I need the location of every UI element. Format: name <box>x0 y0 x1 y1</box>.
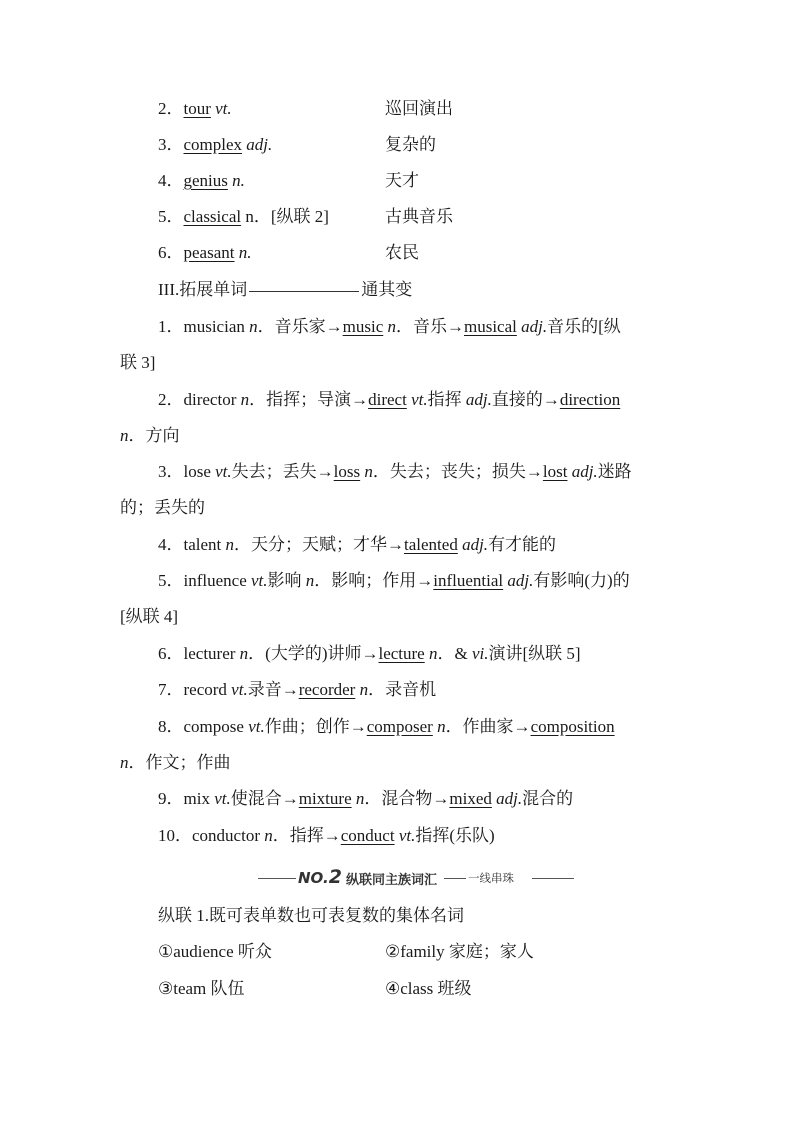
ext-item-continuation: 的；丢失的 <box>120 498 205 517</box>
heading-rule <box>249 291 359 292</box>
vocab-item: 4．genius n. <box>158 171 245 190</box>
ext-item: 10．conductor n．指挥→conduct vt.指挥(乐队) <box>158 826 495 845</box>
vocab-meaning: 农民 <box>385 243 419 262</box>
divider-rule-left <box>258 878 296 879</box>
ext-item: 6．lecturer n．(大学的)讲师→lecture n．& vi.演讲[纵联 5] <box>158 644 581 663</box>
divider-rule-right <box>532 878 574 879</box>
collective-noun-item: ②family 家庭；家人 <box>385 942 534 961</box>
vocab-meaning: 古典音乐 <box>385 207 453 226</box>
zonglian-title: 纵联 1.既可表单数也可表复数的集体名词 <box>158 906 464 925</box>
divider-title: 纵联同主族词汇 <box>346 873 438 888</box>
collective-noun-item: ①audience 听众 <box>158 942 272 961</box>
ext-item-continuation: 联 3] <box>120 353 156 372</box>
vocab-item: 5．classical n．[纵联 2] <box>158 207 329 226</box>
ext-item: 7．record vt.录音→recorder n．录音机 <box>158 680 437 699</box>
section-divider <box>258 868 574 888</box>
ext-item: 4．talent n．天分；天赋；才华→talented adj.有才能的 <box>158 535 557 554</box>
collective-noun-item: ④class 班级 <box>385 979 472 998</box>
divider-subtitle: 一线串珠 <box>468 871 514 885</box>
ext-item: 1．musician n．音乐家→music n．音乐→musical adj.音乐的[纵 <box>158 317 621 336</box>
vocab-item: 2．tour vt. <box>158 99 232 118</box>
vocab-meaning: 复杂的 <box>385 135 436 154</box>
vocab-meaning: 巡回演出 <box>385 99 453 118</box>
ext-item: 2．director n．指挥；导演→direct vt.指挥 adj.直接的→direction <box>158 390 621 409</box>
ext-item-continuation: [纵联 4] <box>120 607 179 626</box>
collective-noun-item: ③team 队伍 <box>158 979 245 998</box>
vocab-item: 3．complex adj. <box>158 135 273 154</box>
vocab-meaning: 天才 <box>385 171 419 190</box>
divider-rule-mid <box>444 878 466 879</box>
ext-item: 8．compose vt.作曲；创作→composer n．作曲家→composition <box>158 717 615 736</box>
section-heading: III.拓展单词 通其变 <box>158 280 413 299</box>
section-number: NO.2 <box>298 866 342 888</box>
ext-item: 3．lose vt.失去；丢失→loss n．失去；丧失；损失→lost adj.迷路 <box>158 462 632 481</box>
vocab-item: 6．peasant n. <box>158 243 252 262</box>
ext-item: 5．influence vt.影响 n．影响；作用→influential adj.有影响(力)的 <box>158 571 630 590</box>
ext-item-continuation: n．作文；作曲 <box>120 753 231 772</box>
ext-item-continuation: n．方向 <box>120 426 180 445</box>
ext-item: 9．mix vt.使混合→mixture n．混合物→mixed adj.混合的 <box>158 789 574 808</box>
